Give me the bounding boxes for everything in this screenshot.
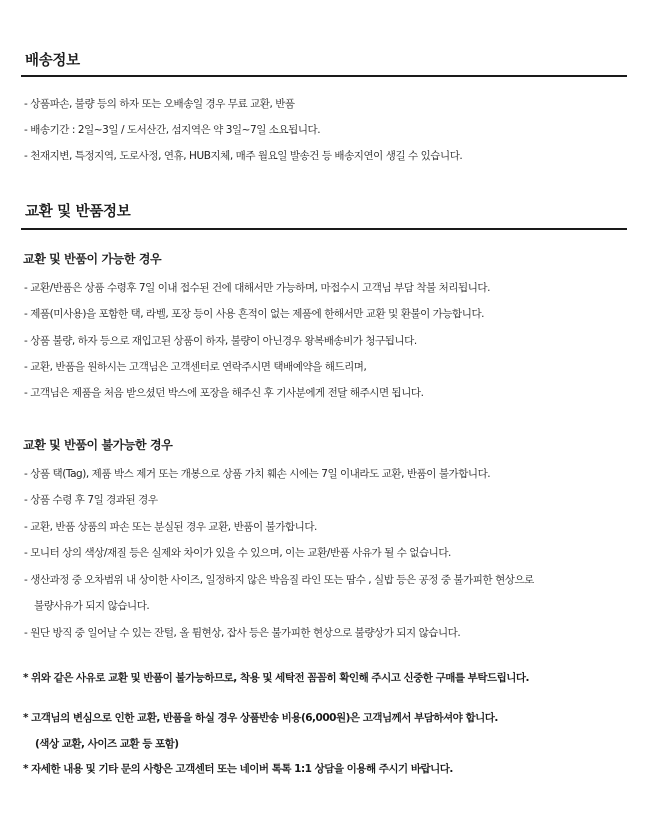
possible-heading: 교환 및 반품이 가능한 경우 <box>23 252 162 266</box>
notice-line-sub: (색상 교환, 사이즈 교환 등 포함) <box>35 738 179 750</box>
impossible-heading: 교환 및 반품이 불가능한 경우 <box>23 438 173 452</box>
notice-line: * 위와 같은 사유로 교환 및 반품이 불가능하므로, 착용 및 세탁전 꼼꼼히 확인해 주시고 신중한 구매를 부탁드립니다. <box>23 672 530 684</box>
possible-line: - 고객님은 제품을 처음 받으셨던 박스에 포장을 해주신 후 기사분에게 전달 해주시면 됩니다. <box>24 387 424 399</box>
impossible-line: - 모니터 상의 색상/재질 등은 실제와 차이가 있을 수 있으며, 이는 교환/반품 사유가 될 수 없습니다. <box>24 547 451 559</box>
impossible-line: - 상품 택(Tag), 제품 박스 제거 또는 개봉으로 상품 가치 훼손 시에는 7일 이내라도 교환, 반품이 불가합니다. <box>24 468 491 480</box>
impossible-line: - 교환, 반품 상품의 파손 또는 분실된 경우 교환, 반품이 불가합니다. <box>24 521 317 533</box>
possible-line: - 교환/반품은 상품 수령후 7일 이내 접수된 건에 대해서만 가능하며, 마접수시 고객님 부담 착불 처리됩니다. <box>24 282 490 294</box>
impossible-line: - 원단 방직 중 일어날 수 있는 잔털, 올 튐현상, 잡사 등은 불가피한 현상으로 불량상가 되지 않습니다. <box>24 627 461 639</box>
impossible-line: - 생산과정 중 오차범위 내 상이한 사이즈, 일정하지 않은 박음질 라인 또는 땀수 , 실밥 등은 공정 중 불가피한 현상으로 <box>24 574 534 586</box>
impossible-line: - 상품 수령 후 7일 경과된 경우 <box>24 494 158 506</box>
shipping-line: - 천재지변, 특정지역, 도로사정, 연휴, HUB지체, 매주 월요일 발송건 등 배송지연이 생길 수 있습니다. <box>24 150 463 162</box>
possible-line: - 교환, 반품을 원하시는 고객님은 고객센터로 연락주시면 택배예약을 해드리며, <box>24 361 367 373</box>
shipping-title: 배송정보 <box>25 53 80 69</box>
shipping-line: - 상품파손, 불량 등의 하자 또는 오배송일 경우 무료 교환, 반품 <box>24 98 295 110</box>
notice-line: * 자세한 내용 및 기타 문의 사항은 고객센터 또는 네이버 톡톡 1:1 상담을 이용해 주시기 바랍니다. <box>23 763 453 775</box>
shipping-line: - 배송기간 : 2일~3일 / 도서산간, 섬지역은 약 3일~7일 소요됩니다. <box>24 124 321 136</box>
exchange-divider <box>21 228 627 230</box>
possible-line: - 상품 불량, 하자 등으로 재입고된 상품이 하자, 불량이 아닌경우 왕복배송비가 청구됩니다. <box>24 335 417 347</box>
impossible-line-continued: 불량사유가 되지 않습니다. <box>34 600 150 612</box>
exchange-title: 교환 및 반품정보 <box>25 204 131 220</box>
possible-line: - 제품(미사용)을 포함한 택, 라벨, 포장 등이 사용 흔적이 없는 제품에 한해서만 교환 및 환불이 가능합니다. <box>24 308 485 320</box>
shipping-divider <box>21 75 627 77</box>
notice-line: * 고객님의 변심으로 인한 교환, 반품을 하실 경우 상품반송 비용(6,000원)은 고객님께서 부담하셔야 합니다. <box>23 712 498 724</box>
